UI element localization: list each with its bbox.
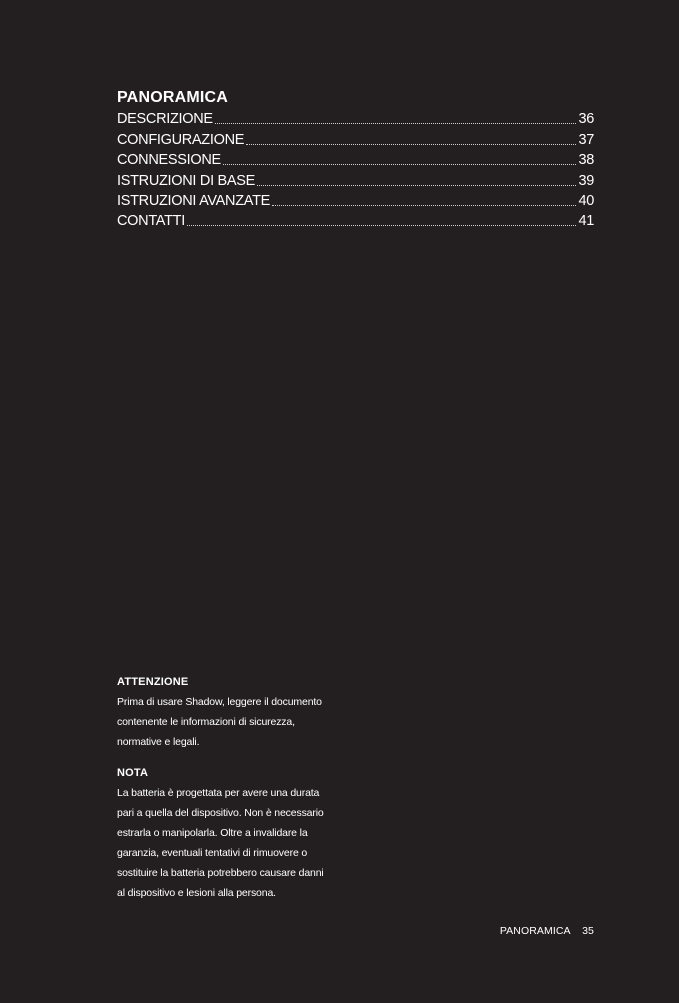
toc-entry-configurazione[interactable] [117,128,594,148]
toc-entry-connessione[interactable] [117,149,594,169]
toc-entry-page: 40 [578,192,594,209]
note-line: al dispositivo e lesioni alla persona. [117,887,276,899]
note-line: pari a quella del dispositivo. Non è necessario [117,807,324,819]
footer-page-number: 35 [582,925,594,937]
note-line: estrarla o manipolarla. Oltre a invalidare la [117,827,308,839]
attention-line: Prima di usare Shadow, leggere il documento [117,696,322,708]
toc-entry-page: 38 [578,152,594,169]
table-of-contents [117,88,594,230]
toc-entry-descrizione[interactable] [117,108,594,128]
footer-section-title: PANORAMICA [499,925,571,937]
toc-entry-label: DESCRIZIONE [117,111,213,128]
toc-entry-istruzioni-avanzate[interactable] [117,190,594,210]
toc-entry-page: 36 [578,111,594,128]
toc-leader-dots [272,205,576,206]
attention-block [117,675,367,752]
toc-entry-label: ISTRUZIONI AVANZATE [117,192,271,209]
note-block [117,766,367,903]
page-footer [500,925,594,937]
toc-entry-contatti[interactable] [117,210,594,230]
notes-section [117,675,367,903]
toc-heading: PANORAMICA [117,89,229,106]
attention-line: normative e legali. [117,736,200,748]
spacer [117,752,367,766]
toc-entry-label: ISTRUZIONI DI BASE [117,172,256,189]
toc-entry-page: 37 [578,131,594,148]
note-body [117,783,367,903]
note-line: garanzia, eventuali tentativi di rimuovere o [117,847,308,859]
toc-leader-dots [246,144,576,145]
toc-entry-label: CONFIGURAZIONE [117,131,245,148]
attention-heading: ATTENZIONE [117,676,189,688]
toc-entry-istruzioni-di-base[interactable] [117,169,594,189]
toc-leader-dots [223,164,577,165]
note-line: La batteria è progettata per avere una durata [117,787,320,799]
toc-entry-label: CONTATTI [117,213,185,230]
toc-entry-page: 41 [578,213,594,230]
attention-line: contenente le informazioni di sicurezza, [117,716,295,728]
attention-body [117,692,367,752]
toc-leader-dots [215,123,577,124]
note-line: sostituire la batteria potrebbero causare danni [117,867,324,879]
toc-leader-dots [187,225,577,226]
toc-entry-page: 39 [578,172,594,189]
toc-leader-dots [257,185,576,186]
toc-list [117,108,594,230]
note-heading: NOTA [117,767,149,779]
toc-entry-label: CONNESSIONE [117,152,221,169]
